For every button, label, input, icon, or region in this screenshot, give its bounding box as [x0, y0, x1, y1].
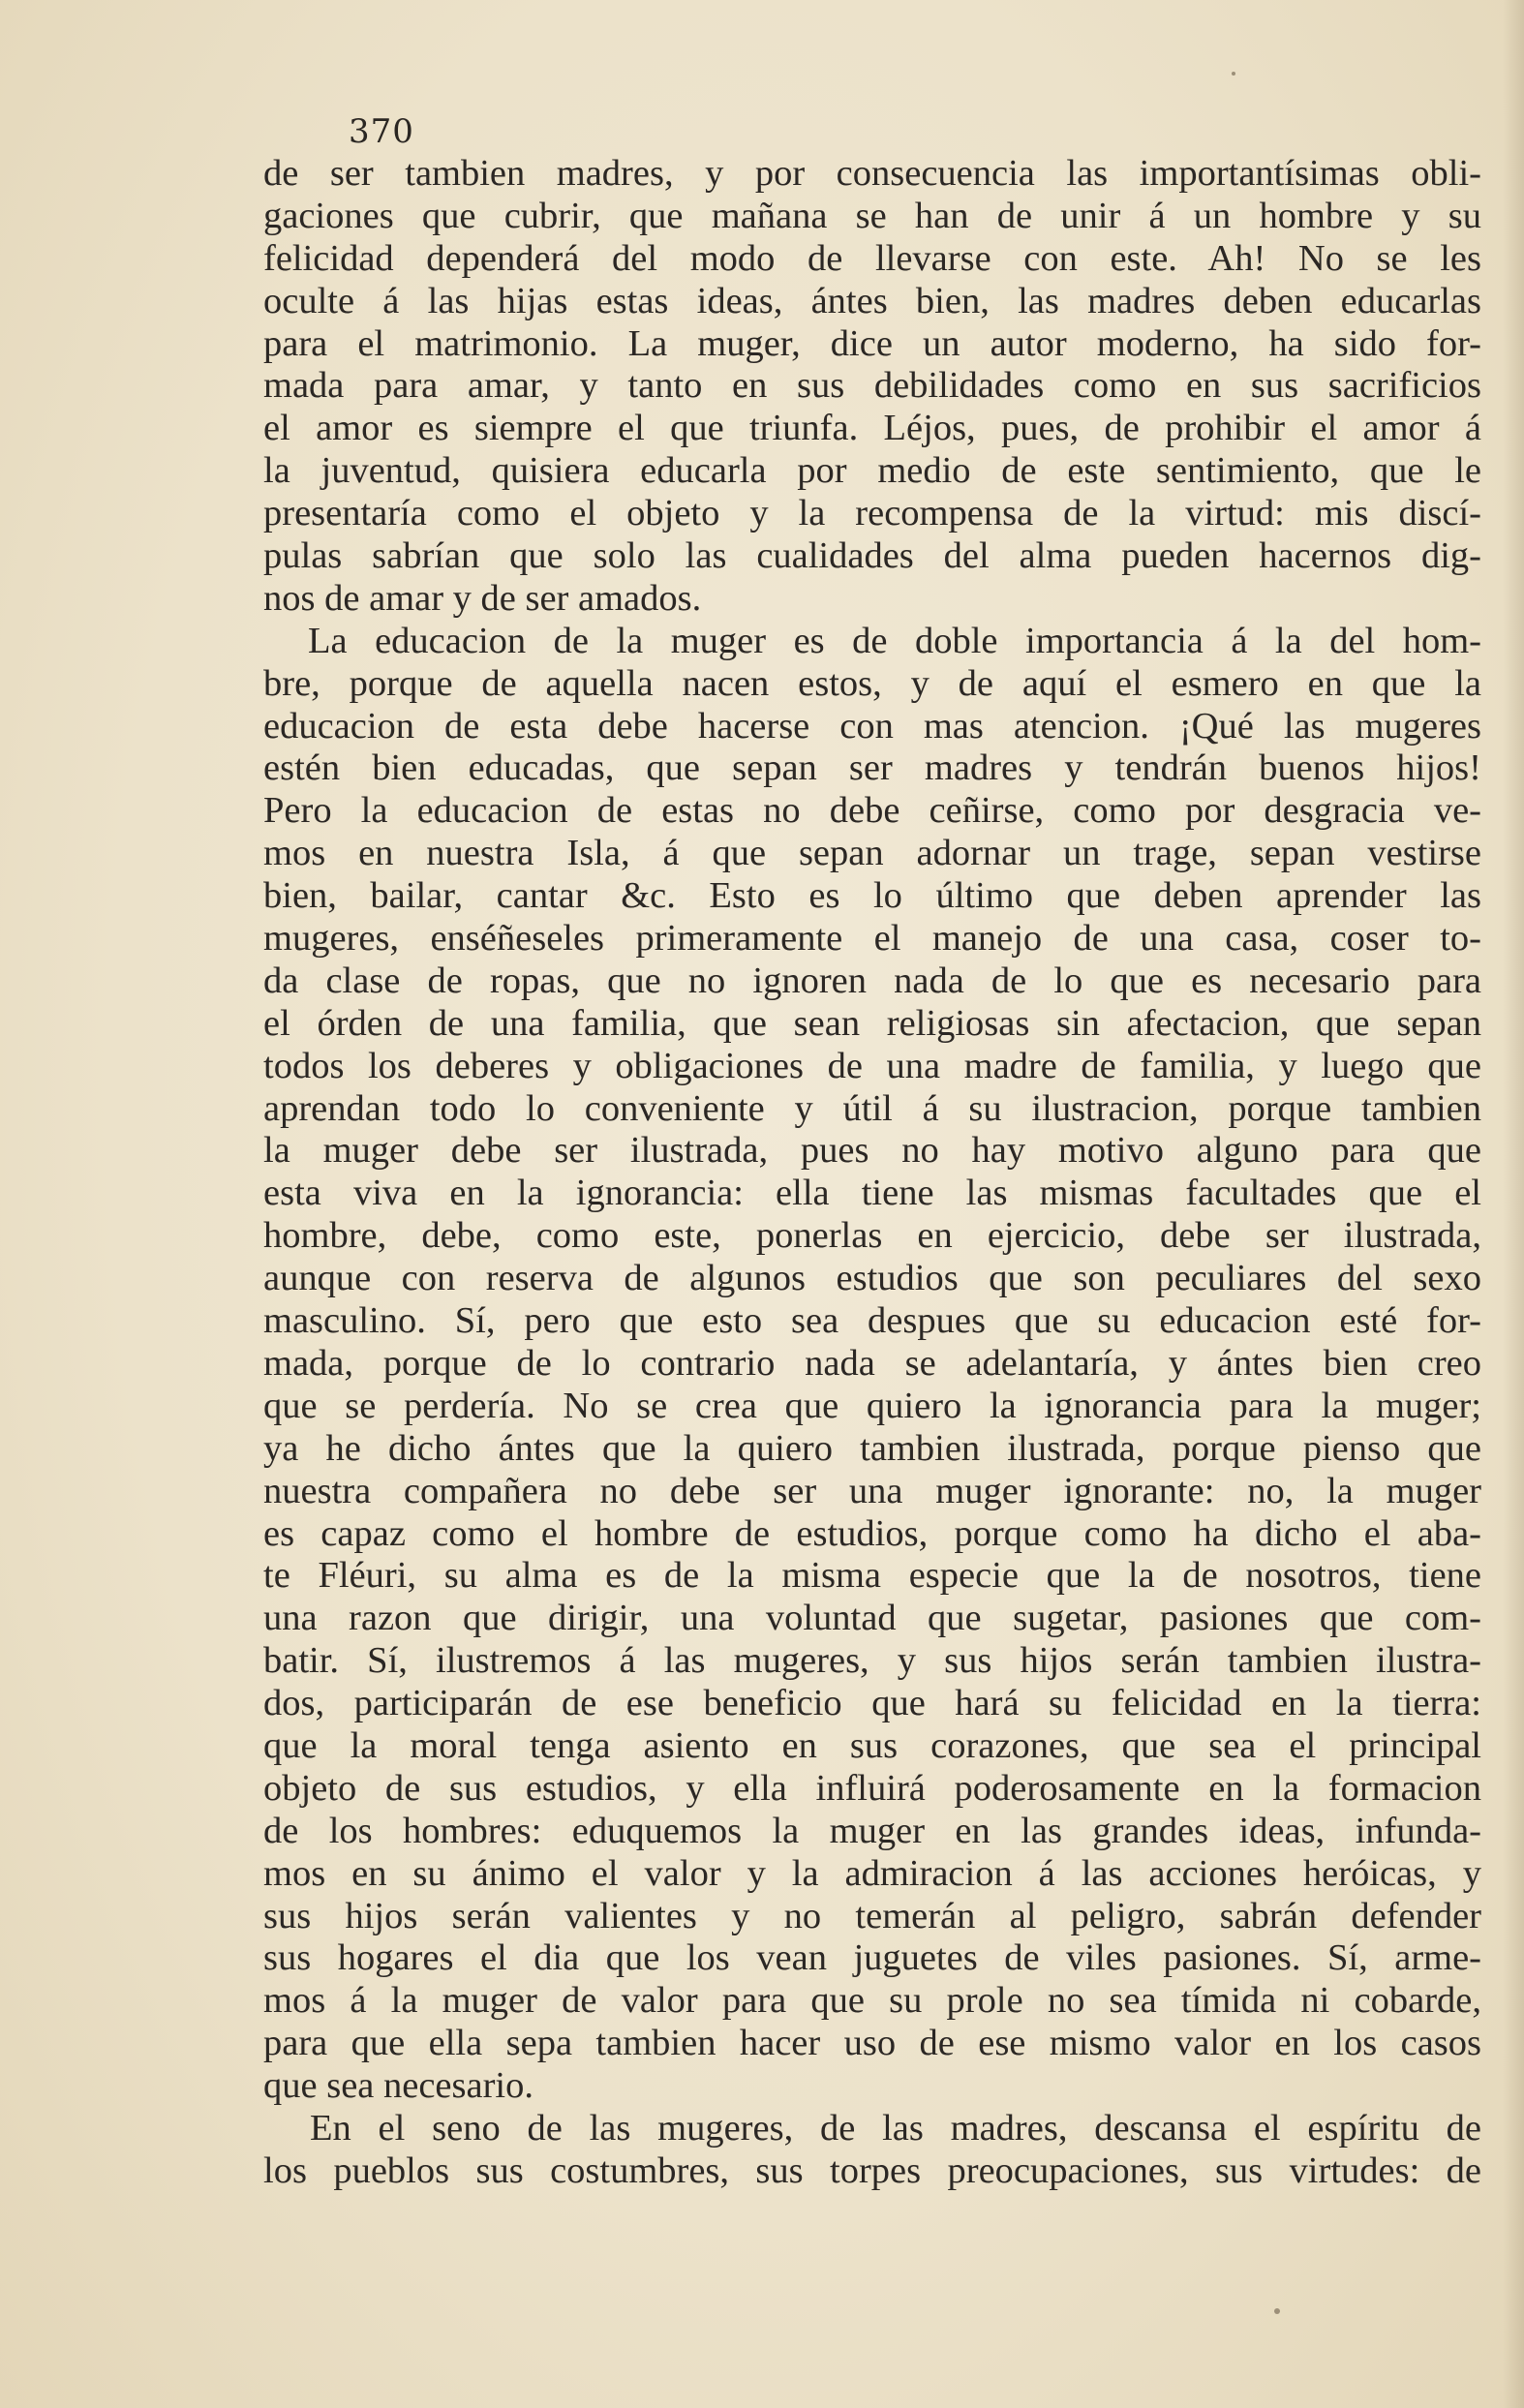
paragraph-first-line: En el seno de las mugeres, de las madres, descansa el espíritu de [310, 2107, 1481, 2149]
text-line: masculino. Sí, pero que esto sea despues que su educacion esté for- [263, 1300, 1481, 1342]
text-line: da clase de ropas, que no ignoren nada de lo que es necesario para [263, 960, 1481, 1001]
text-line: la juventud, quisiera educarla por medio de este sentimiento, que le [263, 450, 1481, 492]
text-line: nuestra compañera no debe ser una muger ignorante: no, la muger [263, 1470, 1481, 1511]
text-line: una razon que dirigir, una voluntad que sugetar, pasiones que com- [263, 1598, 1481, 1639]
text-line: ya he dicho ántes que la quiero tambien ilustrada, porque pienso que [263, 1427, 1481, 1469]
body-text [263, 153, 1481, 2193]
text-line: el órden de una familia, que sean religiosas sin afectacion, que sepan [263, 1002, 1481, 1044]
text-line: aprendan todo lo conveniente y útil á su ilustracion, porque tambien [263, 1087, 1481, 1129]
text-line: sus hogares el dia que los vean juguetes de viles pasiones. Sí, arme- [263, 1937, 1481, 1979]
text-line: mos á la muger de valor para que su prole no sea tímida ni cobarde, [263, 1980, 1481, 2022]
text-line: que la moral tenga asiento en sus corazones, que sea el principal [263, 1724, 1481, 1766]
text-line: estén bien educadas, que sepan ser madres y tendrán buenos hijos! [263, 747, 1481, 789]
text-line: batir. Sí, ilustremos á las mugeres, y sus hijos serán tambien ilustra- [263, 1640, 1481, 1682]
text-line: Pero la educacion de estas no debe ceñirse, como por desgracia ve- [263, 790, 1481, 832]
page-edge-shadow [1503, 0, 1524, 2408]
text-line: dos, participarán de ese beneficio que hará su felicidad en la tierra: [263, 1683, 1481, 1724]
text-line: de ser tambien madres, y por consecuencia las importantísimas obli- [263, 153, 1481, 194]
text-line: mada, porque de lo contrario nada se adelantaría, y ántes bien creo [263, 1342, 1481, 1384]
text-line: nos de amar y de ser amados. [263, 577, 702, 619]
text-line: el amor es siempre el que triunfa. Léjos, pues, de prohibir el amor á [263, 408, 1481, 449]
text-line: mada para amar, y tanto en sus debilidades como en sus sacrificios [263, 365, 1481, 407]
page-number: 370 [349, 112, 414, 151]
text-line: aunque con reserva de algunos estudios que son peculiares del sexo [263, 1258, 1481, 1299]
text-line: los pueblos sus costumbres, sus torpes preocupaciones, sus virtudes: de [263, 2149, 1481, 2191]
text-line: presentaría como el objeto y la recompensa de la virtud: mis discí- [263, 493, 1481, 534]
text-line: para que ella sepa tambien hacer uso de ese mismo valor en los casos [263, 2023, 1481, 2064]
text-line: de los hombres: eduquemos la muger en las grandes ideas, infunda- [263, 1810, 1481, 1851]
paragraph-first-line: La educacion de la muger es de doble importancia á la del hom- [308, 620, 1481, 661]
text-line: hombre, debe, como este, ponerlas en ejercicio, debe ser ilustrada, [263, 1215, 1481, 1257]
text-line: para el matrimonio. La muger, dice un autor moderno, ha sido for- [263, 322, 1481, 364]
text-line: la muger debe ser ilustrada, pues no hay motivo alguno para que [263, 1130, 1481, 1172]
paper-speck [1274, 2308, 1280, 2314]
text-line: todos los deberes y obligaciones de una madre de familia, y luego que [263, 1045, 1481, 1086]
text-line: bien, bailar, cantar &c. Esto es lo último que deben aprender las [263, 875, 1481, 917]
text-line: oculte á las hijas estas ideas, ántes bien, las madres deben educarlas [263, 280, 1481, 321]
text-line: objeto de sus estudios, y ella influirá poderosamente en la formacion [263, 1767, 1481, 1809]
text-line: mos en su ánimo el valor y la admiracion á las acciones heróicas, y [263, 1852, 1481, 1894]
text-line: sus hijos serán valientes y no temerán al peligro, sabrán defender [263, 1895, 1481, 1936]
text-line: que se perdería. No se crea que quiero la ignorancia para la muger; [263, 1385, 1481, 1426]
text-line: mugeres, enséñeseles primeramente el manejo de una casa, coser to- [263, 918, 1481, 960]
text-line: esta viva en la ignorancia: ella tiene las mismas facultades que el [263, 1173, 1481, 1214]
text-line: es capaz como el hombre de estudios, porque como ha dicho el aba- [263, 1512, 1481, 1554]
text-line: que sea necesario. [263, 2065, 533, 2107]
paper-speck [1232, 72, 1235, 76]
text-line: educacion de esta debe hacerse con mas atencion. ¡Qué las mugeres [263, 705, 1481, 747]
text-line: gaciones que cubrir, que mañana se han de unir á un hombre y su [263, 195, 1481, 236]
text-line: mos en nuestra Isla, á que sepan adornar un trage, sepan vestirse [263, 833, 1481, 874]
text-line: felicidad dependerá del modo de llevarse con este. Ah! No se les [263, 237, 1481, 279]
text-line: te Fléuri, su alma es de la misma especie que la de nosotros, tiene [263, 1555, 1481, 1597]
text-line: bre, porque de aquella nacen estos, y de aquí el esmero en que la [263, 662, 1481, 704]
text-line: pulas sabrían que solo las cualidades del alma pueden hacernos dig- [263, 535, 1481, 577]
